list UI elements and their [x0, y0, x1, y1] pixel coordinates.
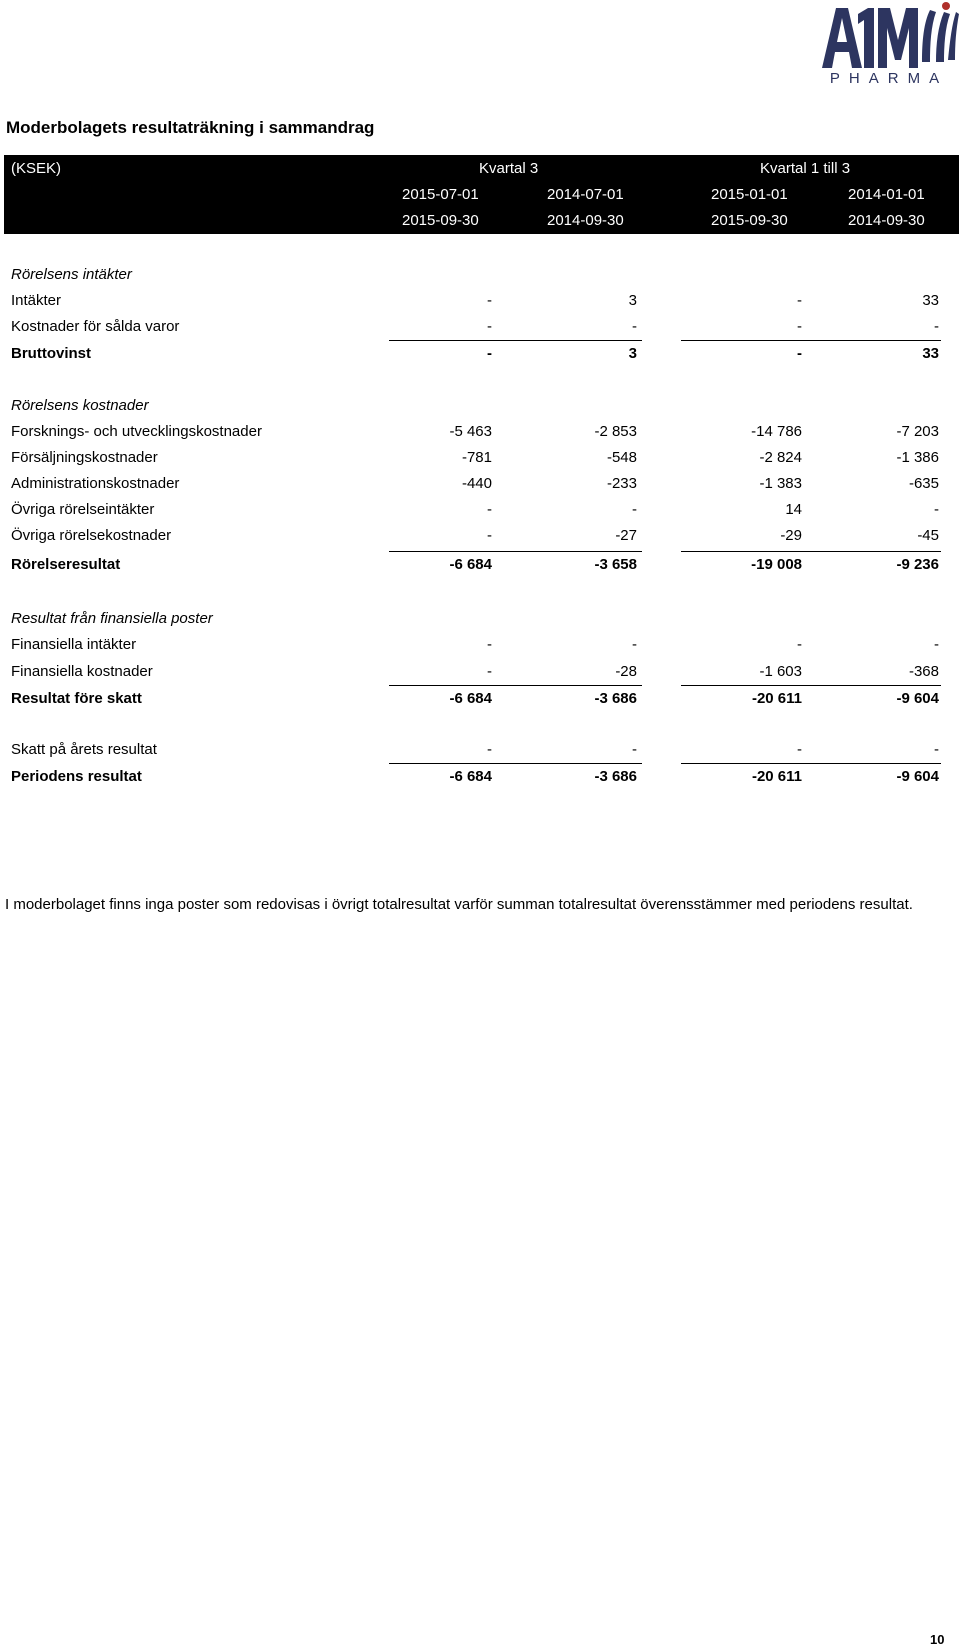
table-row: Försäljningskostnader -781 -548 -2 824 -1 386: [11, 449, 939, 466]
company-logo: [818, 0, 960, 95]
col1-to: 2015-09-30: [402, 212, 479, 229]
group-label-q3: Kvartal 3: [479, 160, 539, 177]
table-header: [4, 155, 959, 234]
table-row: Kostnader för sålda varor - - - -: [11, 318, 939, 335]
table-row: Övriga rörelsekostnader - -27 -29 -45: [11, 527, 939, 544]
col4-from: 2014-01-01: [848, 186, 925, 203]
section-heading: Rörelsens intäkter: [11, 266, 132, 283]
table-row-total: Resultat före skatt -6 684 -3 686 -20 611 -9 604: [11, 690, 939, 707]
table-row-total: Bruttovinst - 3 - 33: [11, 345, 939, 362]
col3-from: 2015-01-01: [711, 186, 788, 203]
footnote: I moderbolaget finns inga poster som redovisas i övrigt totalresultat varför summan totalresultat överensstämmer med periodens resultat.: [5, 896, 913, 913]
col4-to: 2014-09-30: [848, 212, 925, 229]
table-row: Finansiella kostnader - -28 -1 603 -368: [11, 663, 939, 680]
unit-label: (KSEK): [11, 160, 62, 177]
col3-to: 2015-09-30: [711, 212, 788, 229]
col2-to: 2014-09-30: [547, 212, 624, 229]
table-row: Övriga rörelseintäkter - - 14 -: [11, 501, 939, 518]
page-title: Moderbolagets resultaträkning i sammandrag: [6, 118, 375, 137]
table-row: Skatt på årets resultat - - - -: [11, 741, 939, 758]
aim-logo-icon: [818, 0, 960, 72]
page-number: 10: [930, 1632, 945, 1647]
table-row-total: Periodens resultat -6 684 -3 686 -20 611 -9 604: [11, 768, 939, 785]
col2-from: 2014-07-01: [547, 186, 624, 203]
table-row: Intäkter - 3 - 33: [11, 292, 939, 309]
section-heading: Rörelsens kostnader: [11, 397, 149, 414]
table-row: Administrationskostnader -440 -233 -1 383 -635: [11, 475, 939, 492]
section-heading: Resultat från finansiella poster: [11, 610, 213, 627]
table-row-total: Rörelseresultat -6 684 -3 658 -19 008 -9 236: [11, 556, 939, 573]
logo-wordmark: PHARMA: [829, 70, 949, 87]
table-row: Forsknings- och utvecklingskostnader -5 463 -2 853 -14 786 -7 203: [11, 423, 939, 440]
group-label-ytd: Kvartal 1 till 3: [760, 160, 851, 177]
table-row: Finansiella intäkter - - - -: [11, 636, 939, 653]
col1-from: 2015-07-01: [402, 186, 479, 203]
